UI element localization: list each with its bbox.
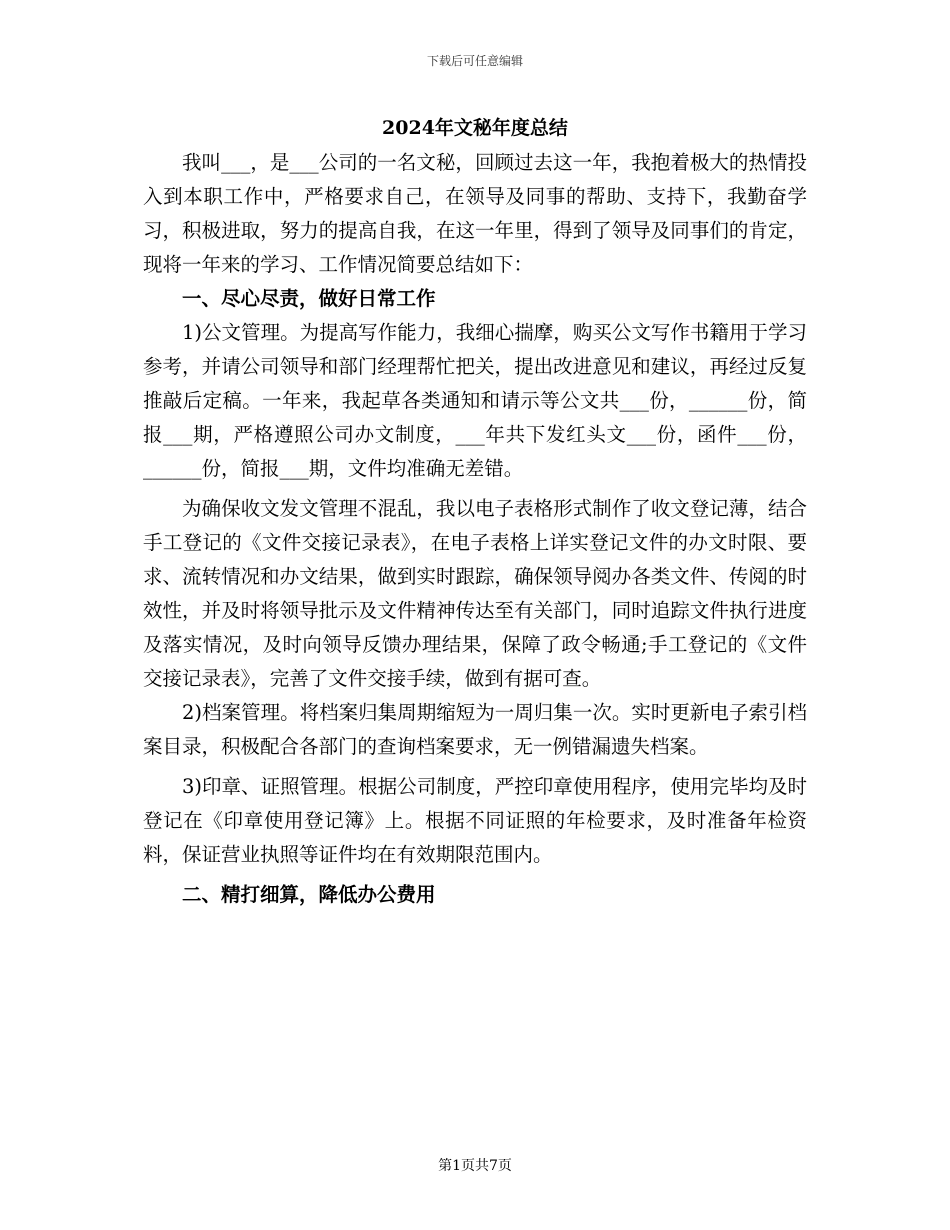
document-title: 2024年文秘年度总结 <box>382 117 568 139</box>
paragraph-seal-management: 3)印章、证照管理。根据公司制度，严控印章使用程序，使用完毕均及时登记在《印章使用登记簿》上。根据不同证照的年检要求，及时准备年检资料，保证营业执照等证件均在有效期限范围内。 <box>143 775 807 866</box>
document-body <box>143 146 807 912</box>
paragraph-document-tracking: 为确保收文发文管理不混乱，我以电子表格形式制作了收文登记薄，结合手工登记的《文件交接记录表》，在电子表格上详实登记文件的办文时限、要求、流转情况和办文结果，做到实时跟踪，确保领导阅办各类文件、传阅的时效性，并及时将领导批示及文件精神传达至有关部门，同时追踪文件执行进度及落实情况，及时向领导反馈办理结果，保障了政令畅通;手工登记的《文件交接记录表》，完善了文件交接手续，做到有据可查。 <box>143 497 807 690</box>
section-heading-2: 二、精打细算，降低办公费用 <box>182 883 436 906</box>
page-header-note: 下载后可任意编辑 <box>426 54 523 68</box>
intro-paragraph: 我叫___，是___公司的一名文秘，回顾过去这一年，我抱着极大的热情投入到本职工作中，严格要求自己，在领导及同事的帮助、支持下，我勤奋学习，积极进取，努力的提高自我，在这一年里，得到了领导及同事们的肯定，现将一年来的学习、工作情况简要总结如下： <box>143 151 807 276</box>
page-number: 第1页共7页 <box>438 1158 512 1174</box>
paragraph-document-management: 1)公文管理。为提高写作能力，我细心揣摩，购买公文写作书籍用于学习参考，并请公司领导和部门经理帮忙把关，提出改进意见和建议，再经过反复推敲后定稿。一年来，我起草各类通知和请示等公文共___份，______份，简报___期，严格遵照公司办文制度，___年共下发红头文___份，函件___份，______份，简报___期，文件均准确无差错。 <box>143 321 807 480</box>
paragraph-archive-management: 2)档案管理。将档案归集周期缩短为一周归集一次。实时更新电子索引档案目录，积极配合各部门的查询档案要求，无一例错漏遗失档案。 <box>143 701 807 758</box>
section-heading-1: 一、尽心尽责，做好日常工作 <box>182 287 436 310</box>
